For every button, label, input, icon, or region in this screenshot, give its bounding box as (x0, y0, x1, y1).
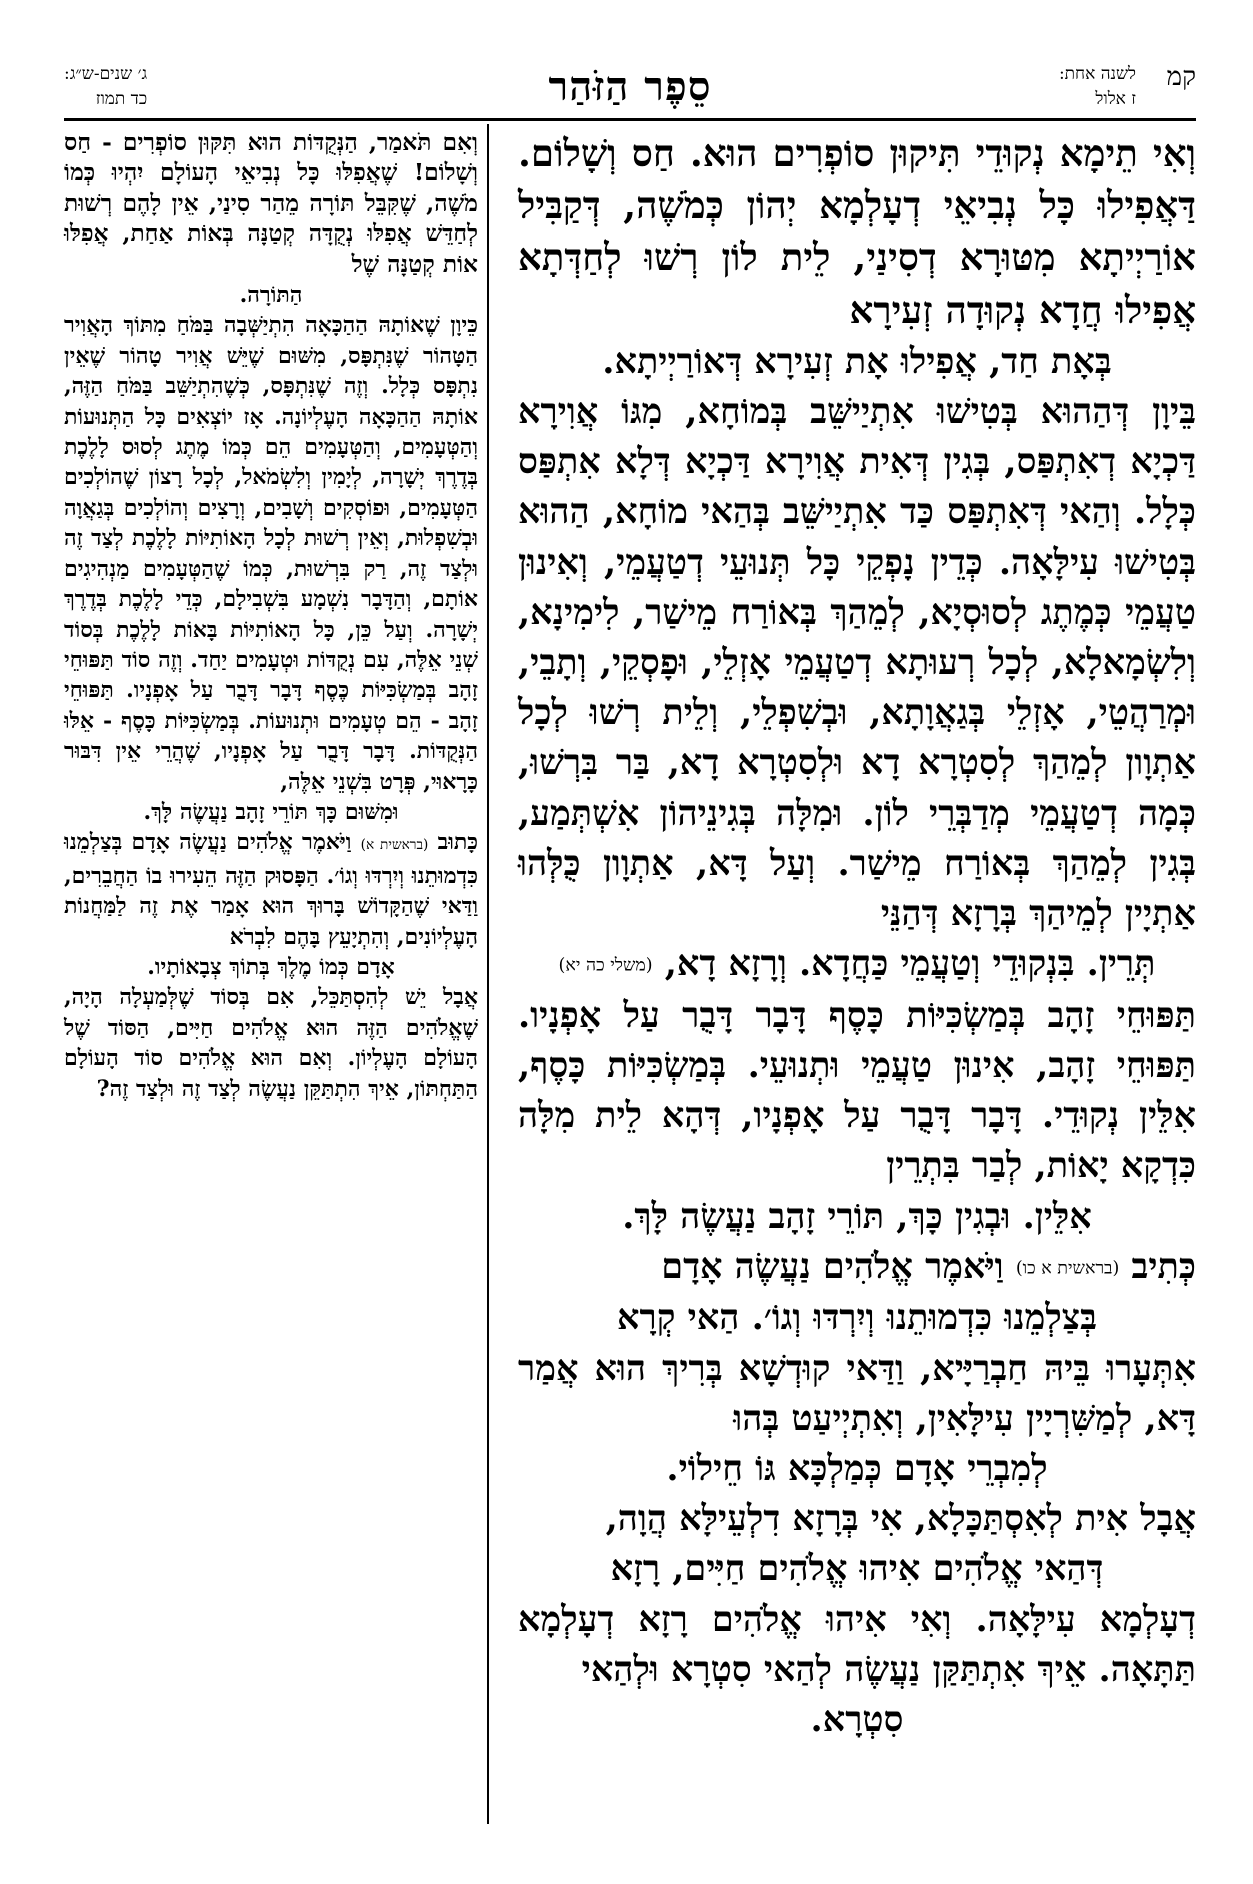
main-p2-center-line (518, 939, 1196, 991)
main-paragraph-4-continued (518, 1595, 1196, 1695)
side-p1-last-line: הַתּוֹרָה. (239, 282, 303, 309)
main-p3-last-line: לְמִבְרֵי אָדָם כְּמַלְכָּא גּוֹ חֵילוֹי. (666, 1448, 1048, 1490)
main-p2-reference: (משלי כה יא) (558, 955, 653, 976)
header-left-line2: כד תמוז (95, 89, 148, 109)
main-paragraph-1 (518, 128, 1196, 337)
side-p3-reference: (בראשית א) (360, 837, 429, 854)
column-divider (487, 124, 489, 1824)
side-p1-text: וְאִם תֹּאמַר, הַנְּקֻדּוֹת הוּא תִּקּוּן סוֹפְרִים - חַס וְשָׁלוֹם! שֶׁאֲפִלּוּ כָּל נְבִיאֵי הָעוֹלָם יִהְיוּ כְּמוֹ מֹשֶׁה, שֶׁקִּבֵּל תּוֹרָה מֵהַר סִינַי, אֵין לָהֶם רְשׁוּת לְחַדֵּשׁ אֲפִלּוּ נְקֻדָּה קְטַנָּה בְּאוֹת אַחַת, אֲפִלּוּ אוֹת קְטַנָּה שֶׁל (64, 129, 478, 278)
main-p3-center-line: בְּצַלְמֵנוּ כִּדְמוּתֵנוּ וְיִרְדּוּ וְגוֹ׳. הַאי קְרָא (617, 1297, 1097, 1339)
main-p2-last-line: אִלֵּין. וּבְגִין כָּךְ, תּוֹרֵי זָהָב נַעֲשֶׂה לָּךְ. (622, 1195, 1092, 1237)
side-paragraph-4 (64, 982, 478, 1104)
side-p3-last-line: אָדָם כְּמוֹ מֶלֶךְ בְּתוֹךְ צְבָאוֹתָיו. (147, 953, 395, 980)
main-paragraph-2 (518, 387, 1196, 939)
side-paragraph-1 (64, 128, 478, 280)
side-p4-text: אֲבָל יֵשׁ לְהִסְתַּכֵּל, אִם בְּסוֹד שֶׁלְּמַעְלָה הָיָה, שֶׁאֱלֹהִים הַזֶּה הוּא אֱלֹהִים חַיִּים, הַסּוֹד שֶׁל הָעוֹלָם הָעֶלְיוֹן. וְאִם הוּא אֱלֹהִים סוֹד הָעוֹלָם הַתַּחְתּוֹן, אֵיךְ הִתְתַּקֵּן נַעֲשֶׂה לְצַד זֶה וּלְצַד זֶה? (64, 984, 478, 1102)
main-p3-reference: (בראשית א כו) (1015, 1258, 1120, 1279)
main-p3-cont-text: אִתְּעָרוּ בֵּיהּ חַבְרַיָּיא, וַדַּאי קוּדְשָׁא בְּרִיךְ הוּא אֲמַר דָּא, לְמַשִּׁרְיָין עִילָּאִין, וְאִתְיְיעַט בְּהוּ (518, 1347, 1196, 1439)
main-paragraph-3-continued (518, 1344, 1196, 1444)
page-number: קמ (1166, 62, 1196, 92)
translation-column (64, 128, 478, 1828)
header-right-line1: לשנה אחת: (1058, 64, 1136, 84)
side-paragraph-3 (64, 827, 478, 952)
header-rule (64, 118, 1196, 121)
main-paragraph-4 (518, 1494, 1196, 1544)
main-p1-last-line: בְּאָת חַד, אֲפִילוּ אָת זְעִירָא דְּאוֹרַיְיתָא. (602, 340, 1112, 382)
header-left-line1: ג׳ שנים-ש״ג: (64, 64, 148, 84)
main-p4-cont-text: דְעָלְמָא עִילָּאָה. וְאִי אִיהוּ אֱלֹהִים רָזָא דְעָלְמָא תַּתָּאָה. אֵיךְ אִתְתַּקַּן נַעֲשֶׂה לְהַאי סִטְרָא וּלְהַאי (518, 1598, 1196, 1690)
side-p3-lead: כָּתוּב (437, 829, 478, 856)
main-p3-text: וַיֹּאמֶר אֱלֹהִים נַעֲשֶׂה אָדָם (661, 1245, 1004, 1287)
side-paragraph-2 (64, 310, 478, 797)
book-title: סֵפֶר הַזֹּהַר (548, 63, 712, 110)
main-p2-text: בֵּיוָן דְּהַהוּא בְּטִישׁוּ אִתְיַישֵּׁב בְּמוֹחָא, מִגּוֹ אֲוִירָא דַּכְיָא דְאִתְפַּס, בְּגִין דְּאִית אֲוִירָא דַּכְיָא דְּלָא אִתְפַּס כְּלָל. וְהַאי דְּאִתְפַּס כַּד אִתְיַישֵּׁב בְּהַאי מוֹחָא, הַהוּא בְּטִישׁוּ עִילָּאָה. כְּדֵין נָפְקֵי כָּל תְּנוּעֵי דְטַעֲמֵי, וְאִינוּן טַעֲמֵי כְּמֶתֶג לְסוּסְיָא, לְמֵהַךְ בְּאוֹרַח מֵישַׁר, לִימִינָא, וְלִשְׂמָאלָא, לְכָל רְעוּתָא דְטַעֲמֵי אָזְלֵי, וּפָסְקֵי, וְתָבֵי, וּמְרַהֲטֵי, אָזְלֵי בְּגַאֲוָתָא, וּבְשִׁפְלֵי, וְלֵית רְשׁוּ לְכָל אַתְוָון לְמֵהַךְ לְסִטְרָא דָא וּלְסִטְרָא דָא, בַּר בִּרְשׁוּ, כְּמָה דְטַעֲמֵי מְדַבְּרֵי לוֹן. וּמִלָּה בְּגִינֵיהוֹן אִשְׁתְּמַע, בְּגִין לְמֵהַךְ בְּאוֹרַח מֵישַׁר. וְעַל דָּא, אַתְוָון כֻּלְּהוּ אַתְיָין לְמֵיהַךְ בְּרָזָא דְּהַנֵּי (518, 391, 1196, 935)
main-column (518, 128, 1196, 1828)
main-p4-last-line: סִטְרָא. (810, 1699, 904, 1741)
main-p2-center-text: תְּרֵין. בִּנְקוּדֵי וְטַעֲמֵי כַּחֲדָא. וְרָזָא דָא, (664, 943, 1156, 985)
side-p3-text: וַיֹּאמֶר אֱלֹהִים נַעֲשֶׂה אָדָם בְּצַלְמֵנוּ כִּדְמוּתֵנוּ וְיִרְדּוּ וְגוֹ׳. הַפָּסוּק הַזֶּה הֵעִירוּ בוֹ הַחֲבֵרִים, וַדַּאי שֶׁהַקָּדוֹשׁ בָּרוּךְ הוּא אָמַר אֶת זֶה לַמַּחֲנוֹת הָעֶלְיוֹנִים, וְהִתְיָעֵץ בָּהֶם לִבְרֹא (64, 829, 478, 950)
main-paragraph-3 (518, 1242, 1196, 1294)
side-p2-last-line: וּמִשּׁוּם כָּךְ תּוֹרֵי זָהָב נַעֲשֶׂה לָּךְ. (143, 798, 399, 825)
header-right-line2: ז אלול (1095, 89, 1136, 109)
page-header (64, 60, 1196, 118)
main-paragraph-2-continued (518, 991, 1196, 1192)
main-p4-text: אֲבָל אִית לְאִסְתַּכָּלָא, אִי בְּרָזָא דִלְעֵילָּא הֲוָה, (605, 1498, 1196, 1540)
side-p2-text: כֵּיוָן שֶׁאוֹתָהּ הַהַכָּאָה הִתְיַשְּׁבָה בַּמֹּחַ מִתּוֹךְ הָאֲוִיר הַטָּהוֹר שֶׁנִּתְפָּס, מִשּׁוּם שֶׁיֵּשׁ אֲוִיר טָהוֹר שֶׁאֵין נִתְפָּס כְּלָל. וְזֶה שֶׁנִּתְפָּס, כְּשֶׁהִתְיַשֵּׁב בַּמֹּחַ הַזֶּה, אוֹתָהּ הַהַכָּאָה הָעֶלְיוֹנָה. אָז יוֹצְאִים כָּל הַתְּנוּעוֹת וְהַטְּעָמִים, וְהַטְּעָמִים הֵם כְּמוֹ מֶתֶג לְסוּס לָלֶכֶת בְּדֶרֶךְ יְשָׁרָה, לְיָמִין וְלִשְׂמֹאל, לְכָל רָצוֹן שֶׁהוֹלְכִים הַטְּעָמִים, וּפוֹסְקִים וְשָׁבִים, וְרָצִים וְהוֹלְכִים בְּגַאֲוָה וּבְשִׁפְלוּת, וְאֵין רְשׁוּת לְכָל הָאוֹתִיּוֹת לָלֶכֶת לְצַד זֶה וּלְצַד זֶה, רַק בִּרְשׁוּת, כְּמוֹ שֶׁהַטְּעָמִים מַנְהִיגִים אוֹתָם, וְהַדָּבָר נִשְׁמָע בִּשְׁבִילָם, כְּדֵי לָלֶכֶת בְּדֶרֶךְ יְשָׁרָה. וְעַל כֵּן, כָּל הָאוֹתִיּוֹת בָּאוֹת לָלֶכֶת בְּסוֹד שְׁנֵי אֵלֶּה, עִם נְקֻדּוֹת וּטְעָמִים יַחַד. וְזֶה סוֹד תַּפּוּחֵי זָהָב בְּמַשְׂכִּיּוֹת כֶּסֶף דָּבָר דָּבֻר עַל אָפְנָיו. תַּפּוּחֵי זָהָב - הֵם טְעָמִים וּתְנוּעוֹת. בְּמַשְׂכִּיּוֹת כָּסֶף - אֵלּוּ הַנְּקֻדּוֹת. דָּבָר דָּבֻר עַל אָפְנָיו, שֶׁהֲרֵי אֵין דִּבּוּר כָּרָאוּי, פְּרָט בִּשְׁנֵי אֵלֶּה, (64, 312, 478, 795)
main-p3-lead: כְּתִיב (1131, 1245, 1196, 1287)
header-left-lines (64, 62, 147, 112)
main-p1-text: וְאִי תֵימָא נְקוּדֵי תִּיקוּן סוֹפְרִים הוּא. חַס וְשָׁלוֹם. דַּאֲפִילוּ כָּל נְבִיאֵי דְעָלְמָא יְהוֹן כְּמֹשֶׁה, דְּקַבִּיל אוֹרַיְיתָא מִטּוּרָא דְסִינַי, לֵית לוֹן רְשׁוּ לְחַדְּתָא אֲפִילוּ חֲדָא נְקוּדָה זְעִירָא (518, 131, 1196, 332)
main-p2-cont-text: תַּפּוּחֵי זָהָב בְּמַשְׂכִּיּוֹת כָּסֶף דָּבָר דָּבֻר עַל אָפְנָיו. תַּפּוּחֵי זָהָב, אִינוּן טַעֲמֵי וּתְנוּעֵי. בְּמַשְׂכִּיּוֹת כָּסֶף, אִלֵּין נְקוּדֵי. דָּבָר דָּבֻר עַל אָפְנָיו, דְּהָא לֵית מִלָּה כִּדְקָא יָאוֹת, לְבַר בִּתְרֵין (518, 994, 1196, 1187)
main-p4-center-line: דְּהַאי אֱלֹהִים אִיהוּ אֱלֹהִים חַיִּים, רָזָא (610, 1548, 1104, 1590)
